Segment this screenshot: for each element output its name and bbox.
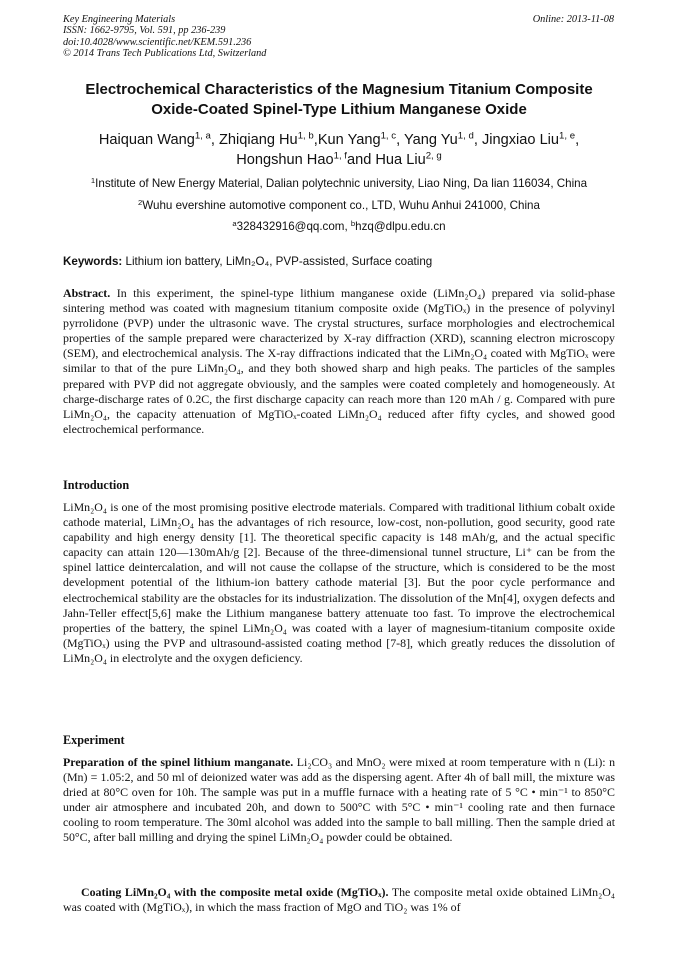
coating-text: The composite metal oxide obtained LiMn₂O₄ was coated with (MgTiOₓ), in which the mass fraction of MgO and TiO₂ was 1% of <box>63 885 615 915</box>
copyright-line: © 2014 Trans Tech Publications Ltd, Switzerland <box>63 48 267 60</box>
keywords-text: Lithium ion battery, LiMn₂O₄, PVP-assisted, Surface coating <box>125 255 433 268</box>
coating-paragraph <box>63 885 615 915</box>
author-mark: 1, a <box>194 130 211 142</box>
abstract-text: In this experiment, the spinel-type lithium manganese oxide (LiMn₂O₄) prepared via solid-phase sintering method was coated with magnesium titanium composite oxide (MgTiOₓ) in the presence of polyvinyl pyrrolidone (PVP) under the ultrasonic wave. The crystal structures, surface morphologies and electrochemical properties of the sample prepared were characterized by X-ray diffraction (XRD), scanning electron microscopy (SEM), and electrochemical analysis. The X-ray diffractions indicated that the LiMn₂O₄ coated with MgTiOₓ were similar to that of the pure LiMn₂O₄, and they both showed sharp and high peaks. The particles of the samples prepared with PVP did not aggregate obviously, and the samples were coated completely and homogeneously. At charge-discharge rates of 0.2C, the first discharge capacity can reach more than 120 mAh / g. Compared with pure LiMn₂O₄, the capacity attenuation of MgTiOₓ-coated LiMn₂O₄ reduced after fifty cycles, and showed good electrochemical performance. <box>63 286 615 436</box>
author-name: Zhiqiang Hu <box>218 132 298 148</box>
author-name: Yang Yu <box>403 132 458 148</box>
author-mark: 1, f <box>333 150 347 162</box>
abstract-label: Abstract. <box>63 286 111 300</box>
paper-title <box>40 80 638 119</box>
author-mark: 2, g <box>425 150 442 162</box>
preparation-paragraph <box>63 755 615 846</box>
journal-header <box>63 14 266 60</box>
author-mark: 1, d <box>457 130 474 142</box>
author-mark: 1, e <box>559 130 576 142</box>
author-list: Haiquan Wang$^{1, a}$, Zhiqiang Hu$^{1, b}$,Kun Yang$^{1, c}$, Yang Yu$^{1, d}$, Jingxiao Liu$^{1, e}$, Hongshun Hao$^{1, f}$and Hua Liu$^{2, g}$ <box>98 130 580 168</box>
preparation-label: Preparation of the spinel lithium manganate. <box>63 755 294 769</box>
author-emails: $^a$328432916@qq.com, $^b$hzq@dlpu.edu.cn <box>232 218 446 233</box>
issn-line: ISSN: 1662-9795, Vol. 591, pp 236-239 <box>63 25 226 37</box>
keywords <box>63 255 432 268</box>
author-name: Kun Yang <box>317 132 381 148</box>
introduction-heading: Introduction <box>63 478 130 492</box>
coating-label: Coating LiMn₂O₄ with the composite metal oxide (MgTiOₓ). <box>81 885 389 899</box>
title-line-2: Oxide-Coated Spinel-Type Lithium Manganese Oxide <box>151 100 527 118</box>
preparation-text: Li₂CO₃ and MnO₂ were mixed at room temperature with n (Li): n (Mn) = 1.05:2, and 50 ml of deionized water was add as the dispersing agent. After 4h of ball mill, the mixture was dried at 80°C oven for 10h. The sample was put in a muffle furnace with a heating rate of 5 °C • min⁻¹ to 850°C under air atmosphere and incubated 20h, and down to 500°C with 5°C • min⁻¹ cooling rate and then furnace cooling to room temperature. The 30ml alcohol was added into the sample to ball milling. Then the sample dried at 50°C, after ball milling and drying the spinel LiMn₂O₄ powder could be obtained. <box>63 755 616 845</box>
introduction-text: LiMn₂O₄ is one of the most promising positive electrode materials. Compared with traditional lithium cobalt oxide cathode material, LiMn₂O₄ has the advantages of rich resource, low-cost, non-pollution, good security, good rate capability and high energy density [1]. The theoretical specific capacity is 148 mAh/g, and the actual specific capacity can attain 120—130mAh/g [2]. Because of the three-dimensional tunnel structure, Li⁺ can be from the spinel lattice deintercalation, and will not cause the collapse of the structure, which is considered to be the most development potential of the lithium-ion battery cathode material [3]. But the poor cycle performance and electrochemical stability are the obstacles for its industrialization. The dissolution of the Mn[4], oxygen defects and Jahn-Teller effect[5,6] make the Lithium manganese battery attenuate too fast. To improve the electrochemical properties of the battery, the spinel LiMn₂O₄ was coated with a layer of magnesium-titanium composite oxide (MgTiOₓ) using the PVP and ultrasound-assisted coating method [7-8], which greatly reduces the dissolution of LiMn₂O₄ in electrolyte and the oxygen deficiency. <box>63 500 615 665</box>
title-line-1: Electrochemical Characteristics of the Magnesium Titanium Composite <box>85 81 593 98</box>
author-name: Hongshun Hao <box>236 152 334 168</box>
online-date: Online: 2013-11-08 <box>532 14 614 25</box>
author-mark: 1, c <box>380 130 397 142</box>
doi-line: doi:10.4028/www.scientific.net/KEM.591.236 <box>63 36 252 48</box>
author-mark: 1, b <box>297 130 314 142</box>
keywords-label: Keywords: <box>63 255 123 268</box>
abstract <box>63 286 615 437</box>
experiment-heading: Experiment <box>63 733 125 747</box>
author-name: Hua Liu <box>375 152 426 168</box>
author-name: Jingxiao Liu <box>481 132 560 148</box>
affiliation-2: $^2$Wuhu evershine automotive component co., LTD, Wuhu Anhui 241000, China <box>138 197 540 212</box>
author-name: Haiquan Wang <box>98 132 195 148</box>
affiliation-1: $^1$Institute of New Energy Material, Dalian polytechnic university, Liao Ning, Da lian 116034, China <box>90 175 588 190</box>
journal-name: Key Engineering Materials <box>63 14 176 25</box>
